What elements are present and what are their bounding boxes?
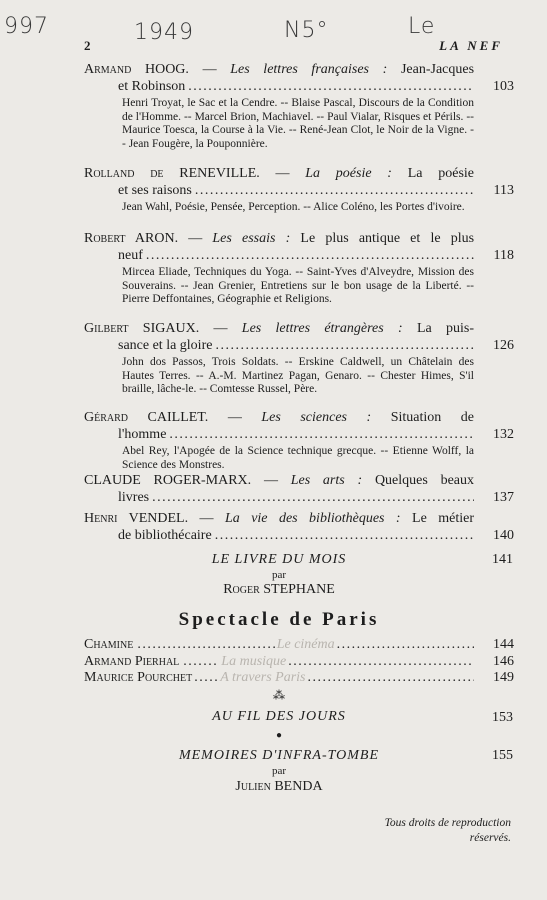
dot-leader xyxy=(137,636,274,653)
entry-page: 132 xyxy=(493,427,514,442)
running-head: LA NEF xyxy=(439,38,503,53)
entry-author: Rolland de RENEVILLE. xyxy=(84,166,260,181)
toc-entry: Henri VENDEL. — La vie des bibliothèques : Le métier de bibliothécaire . . . 140 xyxy=(84,510,514,544)
entry-title-start: Situation de xyxy=(390,410,475,425)
memoires-par: par xyxy=(271,765,287,777)
entry-author: Gilbert SIGAUX. xyxy=(84,321,200,336)
livre-author: Roger STEPHANE xyxy=(223,582,335,597)
entry-section: Les sciences : xyxy=(261,410,372,425)
memoires-page: 155 xyxy=(492,748,513,763)
handwritten-ref: 997 xyxy=(4,14,49,39)
review-list: John dos Passos, Trois Soldats. -- Erskine Caldwell, un Châtelain des Hautes Terres. -- A.-M. Martinez Pagan, Genaro. -- Chester Himes, S'il braille, lâche-le. -- Comtesse Russel, Père. xyxy=(122,356,474,395)
dot-leader xyxy=(188,78,474,95)
dot-leader xyxy=(169,426,474,443)
entry-title-end: et ses raisons xyxy=(118,183,192,198)
dot-leader xyxy=(194,669,218,686)
review-list: Henri Troyat, le Sac et la Cendre. -- Blaise Pascal, Discours de la Condition de l'Homme. -- Marcel Brion, Machiavel. -- Paul Vialar, Risques et Périls. -- Maurice Toesca, la Course à la Vie. -- René-Jean Clot, le Noir de la Vigne. -- Jean Fougère, la Pouponnière. xyxy=(122,97,474,150)
entry-page: 137 xyxy=(493,490,514,505)
toc-entry: Gérard CAILLET. — Les sciences : Situation de l'homme . . . 132 Abel Rey, l'Apogée de la Science technique grecque. -- Etienne Wolff, la Science des Monstres. xyxy=(84,409,514,472)
review-list: Jean Wahl, Poésie, Pensée, Perception. -- Alice Coléno, les Portes d'ivoire. xyxy=(122,201,465,213)
toc-entry: Gilbert SIGAUX. — Les lettres étrangères : La puis- sance et la gloire . . . 126 John dos Passos, Trois Soldats. -- Erskine Caldwell, un Châtelain des Hautes Terres. -- A.-M. Martinez Pagan, Genaro. -- Chester Himes, S'il braille, lâche-le. -- Comtesse Russel, Père. xyxy=(84,320,514,397)
entry-section: Les lettres étrangères : xyxy=(241,321,403,336)
spectacle-topic: La musique xyxy=(221,654,287,669)
spectacle-item xyxy=(84,653,514,670)
entry-section: La vie des bibliothèques : xyxy=(224,511,401,526)
entry-title-end: livres xyxy=(118,490,150,505)
dot-leader xyxy=(215,527,474,544)
entry-title-start: Quelques beaux xyxy=(374,473,475,488)
spectacle-author: Chamine xyxy=(84,637,134,652)
toc-entry: CLAUDE ROGER-MARX. — Les arts : Quelques beaux livres . . . 137 xyxy=(84,472,514,506)
entry-page: 126 xyxy=(493,338,514,353)
spectacle-author: Maurice Pourchet xyxy=(84,670,193,685)
entry-reviews xyxy=(84,356,514,397)
handwritten-number: N5° xyxy=(284,18,329,43)
bullet-ornament: ● xyxy=(275,730,283,741)
dot-leader xyxy=(288,653,474,670)
entry-title-start: Le métier xyxy=(412,511,474,526)
spectacle-heading: Spectacle de Paris xyxy=(178,609,380,630)
entry-title-end: et Robinson xyxy=(118,79,186,94)
dot-leader xyxy=(152,489,474,506)
dot-leader xyxy=(308,669,475,686)
rights-notice xyxy=(385,816,511,846)
entry-section: Les essais : xyxy=(212,231,291,246)
toc-entry: Robert ARON. — Les essais : Le plus antique et le plus neuf . . . 118 Mircea Eliade, Techniques du Yoga. -- Saint-Yves d'Alveydre, Mission des Souverains. -- Jean Grenier, Entretiens sur le bon usage de la Liberté. -- Pierre Deffontaines, Géographie et Religions. xyxy=(84,230,514,307)
spectacle-topic: A travers Paris xyxy=(220,670,306,685)
toc-entry: Rolland de RENEVILLE. — La poésie : La poésie et ses raisons . . . 113 Jean Wahl, Poésie, Pensée, Perception. -- Alice Coléno, les Portes d'ivoire. xyxy=(84,165,514,215)
spectacle-page: 146 xyxy=(493,654,514,669)
dot-leader xyxy=(183,653,219,670)
entry-author: Henri VENDEL. xyxy=(84,511,189,526)
livre-par: par xyxy=(271,569,287,581)
livre-title: LE LIVRE DU MOIS xyxy=(211,552,347,567)
entry-section: Les arts : xyxy=(290,473,363,488)
spectacle-page: 149 xyxy=(493,670,514,685)
dot-leader xyxy=(215,337,474,354)
handwritten-year: 1949 xyxy=(134,20,194,45)
entry-author: Armand HOOG. xyxy=(84,62,189,77)
memoires-author: Julien BENDA xyxy=(235,779,323,794)
entry-author: CLAUDE ROGER-MARX. xyxy=(84,473,252,488)
spectacle-item xyxy=(84,669,514,686)
spectacle-item xyxy=(84,636,514,653)
entry-page: 113 xyxy=(493,183,514,198)
entry-page: 103 xyxy=(493,79,514,94)
entry-author: Robert ARON. xyxy=(84,231,179,246)
entry-reviews xyxy=(84,266,514,307)
entry-title-end: neuf xyxy=(118,248,143,263)
entry-section: La poésie : xyxy=(305,166,392,181)
dot-leader xyxy=(146,247,474,264)
entry-section: Les lettres françaises : xyxy=(230,62,388,77)
entry-reviews xyxy=(84,97,514,151)
entry-title-end: de bibliothécaire xyxy=(118,528,212,543)
spectacle-topic: Le cinéma xyxy=(276,637,335,652)
memoires-title: MEMOIRES D'INFRA-TOMBE xyxy=(178,748,380,763)
review-list: Mircea Eliade, Techniques du Yoga. -- Saint-Yves d'Alveydre, Mission des Souverains. -- Jean Grenier, Entretiens sur le bon usage de la Liberté. -- Pierre Deffontaines, Géographie et Religions. xyxy=(122,266,474,305)
review-list: Abel Rey, l'Apogée de la Science technique grecque. -- Etienne Wolff, la Science des Monstres. xyxy=(122,445,474,471)
entry-reviews xyxy=(84,201,514,215)
fil-title: AU FIL DES JOURS xyxy=(212,709,346,724)
entry-title-end: l'homme xyxy=(118,427,167,442)
fil-page: 153 xyxy=(492,710,513,725)
livre-page: 141 xyxy=(492,552,513,567)
spectacle-author: Armand Pierhal xyxy=(84,654,180,669)
rights-line-2: réservés. xyxy=(469,832,511,844)
entry-author: Gérard CAILLET. xyxy=(84,410,209,425)
dot-leader xyxy=(195,182,474,199)
page-number: 2 xyxy=(84,38,91,53)
handwritten-note: Le xyxy=(408,14,436,39)
entry-title-start: Le plus antique et le plus xyxy=(300,231,475,246)
entry-title-end: sance et la gloire xyxy=(118,338,213,353)
asterism-ornament: ⁂ xyxy=(273,688,285,702)
entry-page: 118 xyxy=(493,248,514,263)
entry-title-start: Jean-Jacques xyxy=(400,62,475,77)
toc-entry: Armand HOOG. — Les lettres françaises : Jean-Jacques et Robinson . . . 103 Henri Troyat, le Sac et la Cendre. -- Blaise Pascal, Discours de la Condition de l'Homme. -- Marcel Brion, Machiavel. -- Paul Vialar, Risques et Périls. -- Maurice Toesca, la Course à la Vie. -- René-Jean Clot, le Noir de la Vigne. -- Jean Fougère, la Pouponnière. xyxy=(84,61,514,151)
entry-title-start: La poésie xyxy=(407,166,474,181)
rights-line-1: Tous droits de reproduction xyxy=(384,817,511,829)
spectacle-page: 144 xyxy=(493,637,514,652)
entry-title-start: La puis- xyxy=(416,321,474,336)
entry-reviews xyxy=(84,445,514,472)
dot-leader xyxy=(337,636,474,653)
entry-page: 140 xyxy=(493,528,514,543)
